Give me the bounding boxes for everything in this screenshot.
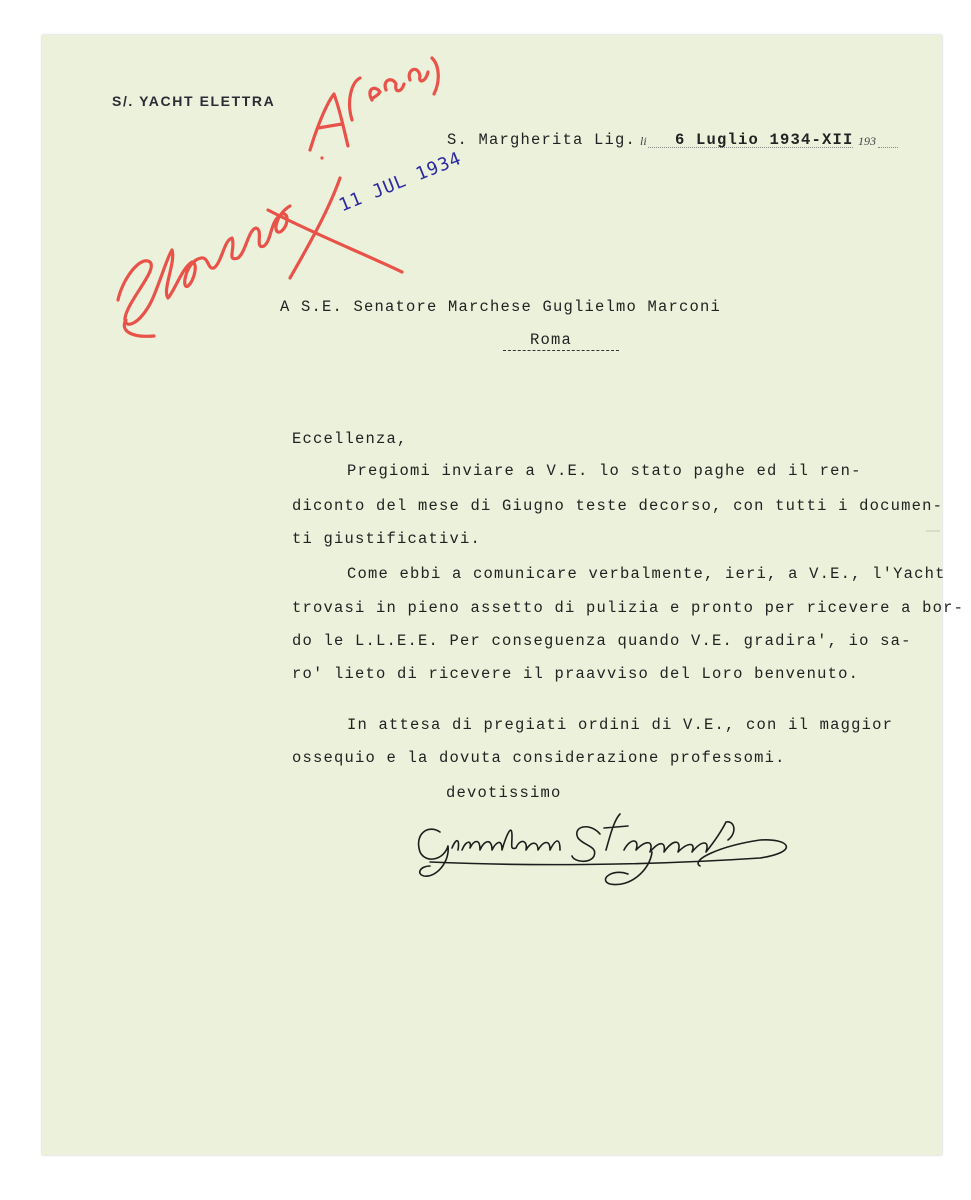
body-line-3: ti giustificativi. bbox=[292, 530, 482, 548]
addressee-city: Roma bbox=[530, 331, 573, 349]
addressee-line: A S.E. Senatore Marchese Guglielmo Marconi bbox=[280, 298, 722, 316]
year-prefix: 193 bbox=[858, 134, 876, 148]
body-line-8: In attesa di pregiati ordini di V.E., con il maggior bbox=[347, 716, 894, 734]
closing: devotissimo bbox=[446, 784, 562, 802]
body-line-6: do le L.L.E.E. Per conseguenza quando V.E. gradira', io sa- bbox=[292, 632, 912, 650]
salutation: Eccellenza, bbox=[292, 430, 408, 448]
li-label: li bbox=[640, 134, 647, 148]
letter-date: 6 Luglio 1934-XII bbox=[675, 131, 854, 149]
body-line-4: Come ebbi a comunicare verbalmente, ieri, a V.E., l'Yacht bbox=[347, 565, 946, 583]
body-line-2: diconto del mese di Giugno teste decorso, con tutti i documen- bbox=[292, 497, 944, 515]
place: S. Margherita Lig. bbox=[447, 131, 637, 149]
letterhead: S/. YACHT ELETTRA bbox=[112, 93, 276, 109]
body-line-7: ro' lieto di ricevere il praavviso del Loro benvenuto. bbox=[292, 665, 860, 683]
received-date-stamp: 11 JUL 1934 bbox=[336, 147, 465, 217]
body-line-5: trovasi in pieno assetto di pulizia e pronto per ricevere a bor- bbox=[292, 599, 965, 617]
body-line-1: Pregiomi inviare a V.E. lo stato paghe ed il ren- bbox=[347, 462, 862, 480]
body-line-9: ossequio e la dovuta considerazione professomi. bbox=[292, 749, 786, 767]
